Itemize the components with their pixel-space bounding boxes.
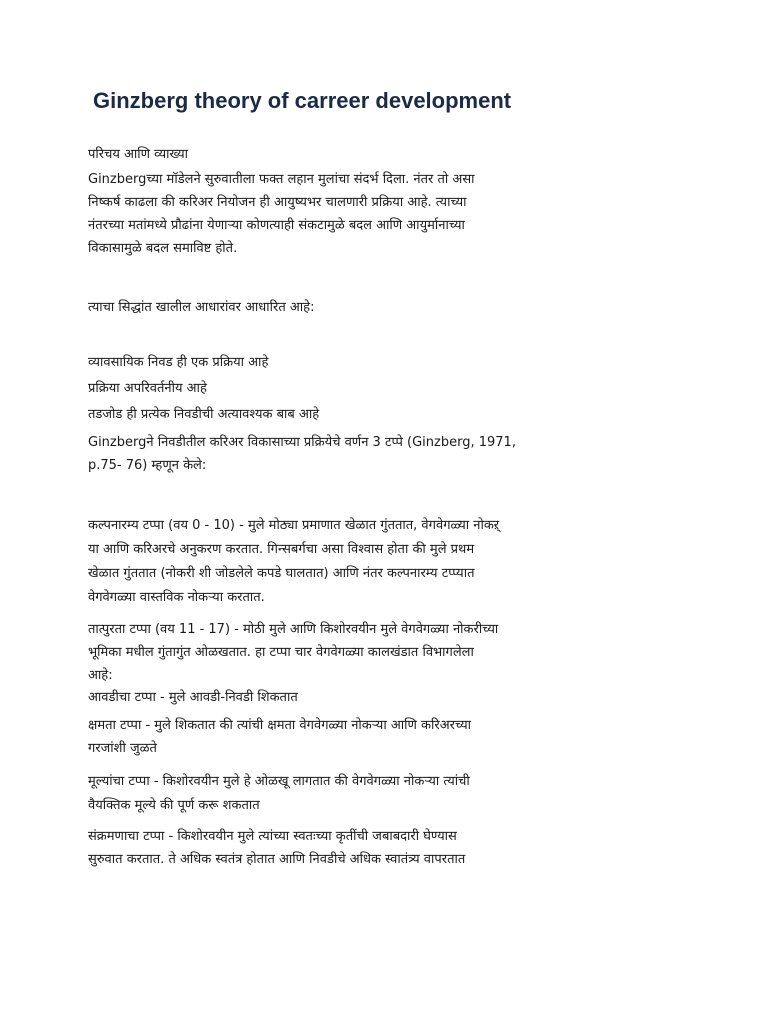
text-line: परिचय आणि व्याख्या	[88, 147, 189, 162]
text-line: विकासामुळे बदल समाविष्ट होते.	[88, 241, 238, 256]
text-line: या आणि करिअरचे अनुकरण करतात. गिन्सबर्गचा असा विश्वास होता की मुले प्रथम	[88, 542, 475, 557]
document-title: Ginzberg theory of carreer development	[93, 88, 512, 113]
text-line: क्षमता टप्पा - मुले शिकतात की त्यांची क्षमता वेगवेगळ्या नोकऱ्या आणि करिअरच्या	[88, 718, 471, 733]
paragraph	[88, 618, 688, 687]
text-line: तडजोड ही प्रत्येक निवडीची अत्यावश्यक बाब आहे	[88, 407, 320, 422]
paragraph	[88, 825, 688, 871]
text-line: कल्पनारम्य टप्पा (वय 0 - 10) - मुले मोठ्या प्रमाणात खेळात गुंततात, वेगवेगळ्या नोकऱ्	[88, 518, 500, 533]
text-line: Ginzbergने निवडीतील करिअर विकासाच्या प्रक्रियेचे वर्णन 3 टप्पे (Ginzberg, 1971,	[88, 435, 516, 450]
paragraph	[88, 686, 688, 709]
text-line: त्याचा सिद्धांत खालील आधारांवर आधारित आहे:	[88, 300, 315, 315]
text-line: निष्कर्ष काढला की करिअर नियोजन ही आयुष्यभर चालणारी प्रक्रिया आहे. त्याच्या	[88, 195, 467, 210]
text-line: व्यावसायिक निवड ही एक प्रक्रिया आहे	[88, 355, 269, 370]
text-line: सुरुवात करतात. ते अधिक स्वतंत्र होतात आणि निवडीचे अधिक स्वातंत्र्य वापरतात	[88, 852, 466, 867]
text-line: आहे:	[88, 668, 113, 683]
paragraph	[88, 350, 688, 428]
paragraph	[88, 431, 688, 477]
text-line: p.75- 76) म्हणून केले:	[88, 458, 207, 473]
text-line: आवडीचा टप्पा - मुले आवडी-निवडी शिकतात	[88, 690, 298, 705]
text-line: गरजांशी जुळते	[88, 741, 157, 756]
text-line: भूमिका मधील गुंतागुंत ओळखतात. हा टप्पा चार वेगवेगळ्या कालखंडात विभागलेला	[88, 645, 474, 660]
paragraph	[88, 168, 688, 260]
text-line: खेळात गुंततात (नोकरी शी जोडलेले कपडे घालतात) आणि नंतर कल्पनारम्य टप्प्यात	[88, 566, 475, 581]
text-line: प्रक्रिया अपरिवर्तनीय आहे	[88, 381, 207, 396]
paragraph	[88, 770, 688, 818]
text-line: संक्रमणाचा टप्पा - किशोरवयीन मुले त्यांच्या स्वतःच्या कृतींची जबाबदारी घेण्यास	[88, 829, 457, 844]
paragraph	[88, 714, 688, 760]
paragraph	[88, 143, 688, 166]
text-line: तात्पुरता टप्पा (वय 11 - 17) - मोठी मुले आणि किशोरवयीन मुले वेगवेगळ्या नोकरीच्या	[88, 622, 499, 637]
text-line: मूल्यांचा टप्पा - किशोरवयीन मुले हे ओळखू लागतात की वेगवेगळ्या नोकऱ्या त्यांची	[88, 774, 470, 789]
text-line: Ginzbergच्या मॉडेलने सुरुवातीला फक्त लहान मुलांचा संदर्भ दिला. नंतर तो असा	[88, 172, 475, 187]
text-line: वैयक्तिक मूल्ये की पूर्ण करू शकतात	[88, 798, 260, 813]
text-line: नंतरच्या मतांमध्ये प्रौढांना येणाऱ्या कोणत्याही संकटामुळे बदल आणि आयुर्मानाच्या	[88, 218, 465, 233]
text-line: वेगवेगळ्या वास्तविक नोकऱ्या करतात.	[88, 590, 265, 605]
paragraph	[88, 514, 688, 610]
paragraph	[88, 296, 688, 319]
